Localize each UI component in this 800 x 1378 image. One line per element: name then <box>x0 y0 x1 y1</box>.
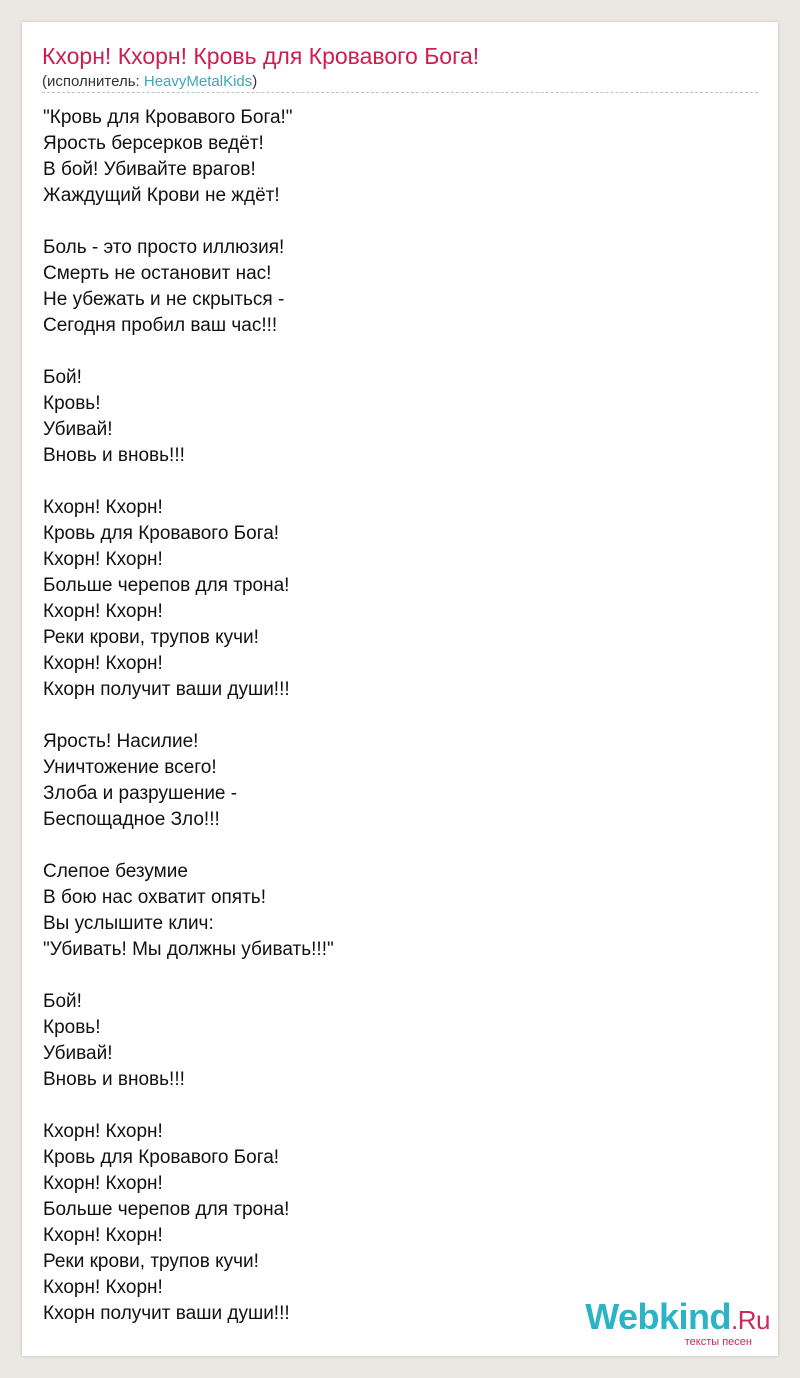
lyric-line: Больше черепов для трона! <box>43 1199 290 1220</box>
logo-wordmark <box>585 1296 770 1338</box>
lyric-line: Не убежать и не скрыться - <box>43 289 285 310</box>
lyric-line: Кхорн! Кхорн! <box>43 653 163 674</box>
lyric-line: Кхорн! Кхорн! <box>43 549 163 570</box>
lyric-stanza <box>43 365 334 469</box>
lyric-line: Слепое безумие <box>43 861 188 882</box>
lyric-stanza <box>43 729 334 833</box>
lyric-line: Кхорн! Кхорн! <box>43 1121 163 1142</box>
title-divider <box>42 92 758 93</box>
lyric-line: Смерть не остановит нас! <box>43 263 272 284</box>
lyric-line: Кровь для Кровавого Бога! <box>43 523 280 544</box>
lyric-line: Ярость берсерков ведёт! <box>43 133 264 154</box>
lyric-line: Больше черепов для трона! <box>43 575 290 596</box>
lyric-line: Убивай! <box>43 419 113 440</box>
lyric-stanza <box>43 989 334 1093</box>
lyric-line: Кхорн! Кхорн! <box>43 1277 163 1298</box>
lyric-line: "Кровь для Кровавого Бога!" <box>43 107 293 128</box>
lyric-stanza <box>43 495 334 703</box>
artist-prefix: (исполнитель: <box>42 73 144 90</box>
lyrics-card <box>22 22 778 1356</box>
lyric-line: В бою нас охватит опять! <box>43 887 266 908</box>
lyric-line: Кровь для Кровавого Бога! <box>43 1147 280 1168</box>
artist-link[interactable]: HeavyMetalKids <box>143 73 253 90</box>
lyric-line: Кхорн! Кхорн! <box>43 601 163 622</box>
artist-suffix: ) <box>252 73 258 90</box>
lyric-line: Вы услышите клич: <box>43 913 214 934</box>
lyric-line: Кровь! <box>43 1017 101 1038</box>
lyric-line: Кхорн! Кхорн! <box>43 1173 163 1194</box>
lyric-line: Беспощадное Зло!!! <box>43 809 220 830</box>
lyric-line: Сегодня пробил ваш час!!! <box>43 315 278 336</box>
artist-line <box>42 72 257 92</box>
lyric-stanza <box>43 859 334 963</box>
lyrics-text <box>43 105 334 1353</box>
lyric-line: Реки крови, трупов кучи! <box>43 1251 259 1272</box>
lyric-line: Кровь! <box>43 393 101 414</box>
lyric-line: В бой! Убивайте врагов! <box>43 159 256 180</box>
lyric-line: Ярость! Насилие! <box>43 731 199 752</box>
lyric-line: "Убивать! Мы должны убивать!!!" <box>43 939 334 960</box>
lyric-line: Кхорн получит ваши души!!! <box>43 1303 290 1324</box>
lyric-stanza <box>43 105 334 209</box>
logo-name: Webkind <box>585 1296 732 1337</box>
lyric-line: Реки крови, трупов кучи! <box>43 627 259 648</box>
lyric-line: Кхорн! Кхорн! <box>43 497 163 518</box>
lyric-stanza <box>43 235 334 339</box>
lyric-line: Убивай! <box>43 1043 113 1064</box>
lyric-line: Вновь и вновь!!! <box>43 1069 185 1090</box>
lyric-line: Жаждущий Крови не ждёт! <box>43 185 280 206</box>
site-logo[interactable] <box>585 1296 770 1348</box>
logo-tagline: тексты песен <box>684 1336 752 1348</box>
lyric-line: Уничтожение всего! <box>43 757 217 778</box>
lyric-line: Боль - это просто иллюзия! <box>43 237 285 258</box>
lyric-line: Кхорн получит ваши души!!! <box>43 679 290 700</box>
lyric-stanza <box>43 1119 334 1327</box>
lyric-line: Злоба и разрушение - <box>43 783 238 804</box>
lyric-line: Кхорн! Кхорн! <box>43 1225 163 1246</box>
lyric-line: Бой! <box>43 991 82 1012</box>
lyric-line: Вновь и вновь!!! <box>43 445 185 466</box>
song-title: Кхорн! Кхорн! Кровь для Кровавого Бога! <box>42 43 480 69</box>
logo-tld: .Ru <box>731 1305 770 1335</box>
lyric-line: Бой! <box>43 367 82 388</box>
